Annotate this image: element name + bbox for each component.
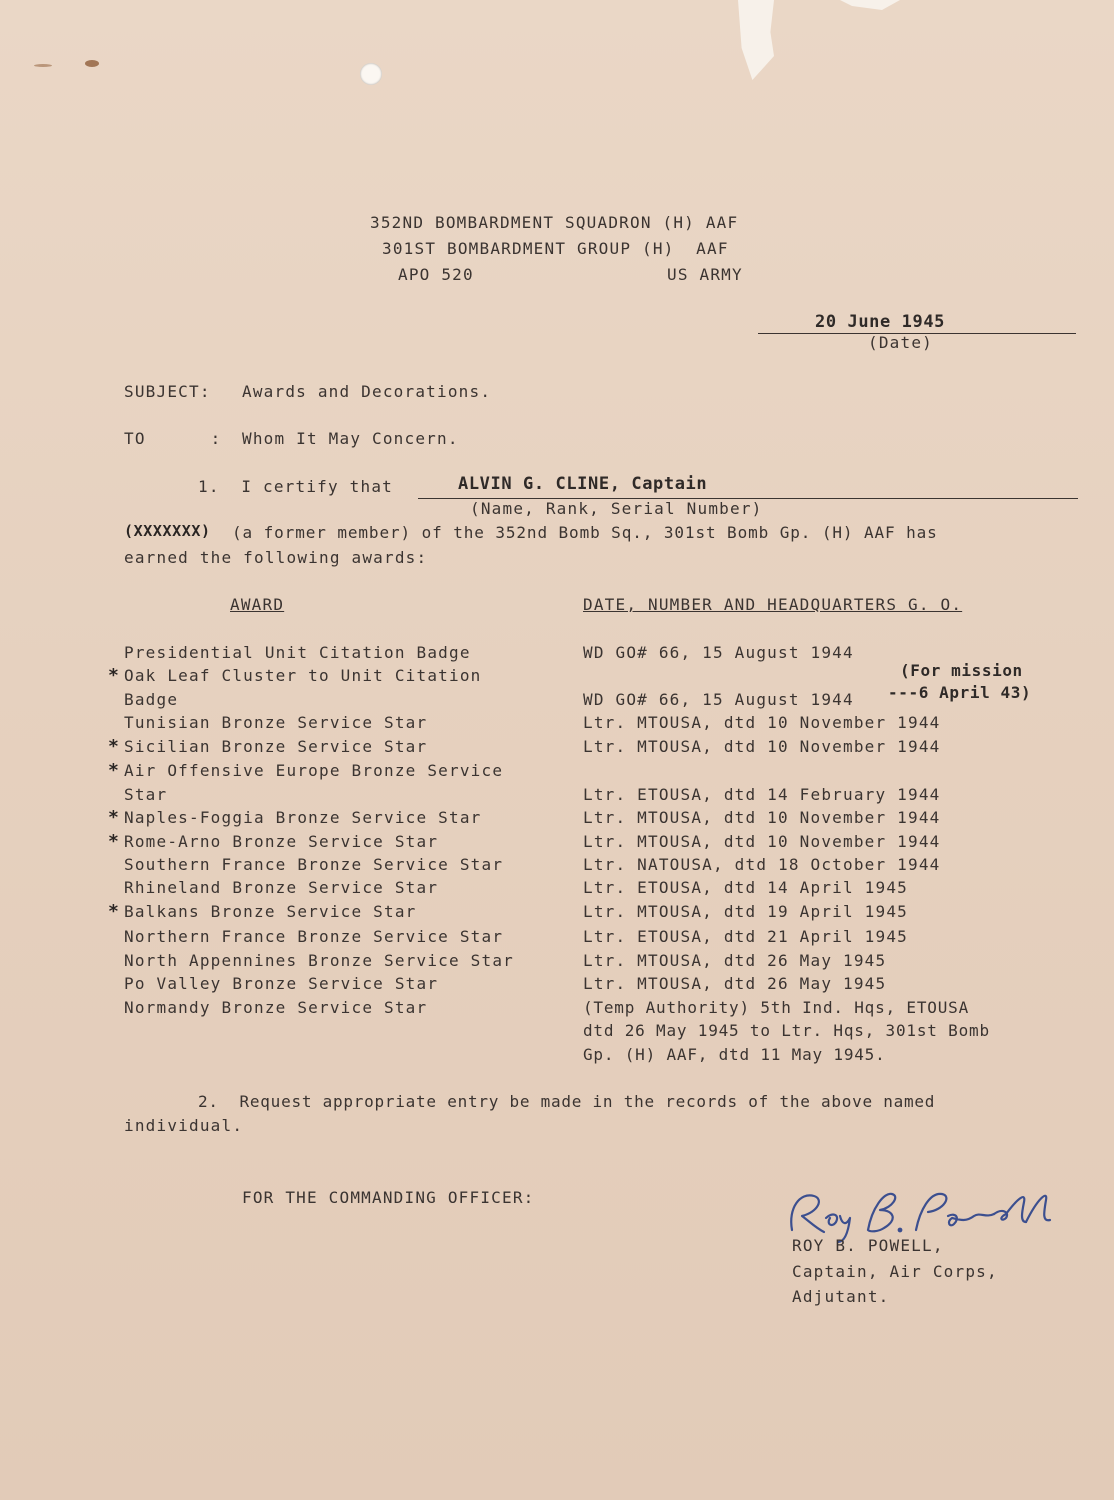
award-line: Normandy Bronze Service Star [124, 998, 428, 1017]
award-line: Air Offensive Europe Bronze Service [124, 761, 504, 780]
award-line: Rhineland Bronze Service Star [124, 878, 439, 897]
award-column-header: AWARD [230, 595, 285, 614]
letterhead-line-2: 301ST BOMBARDMENT GROUP (H) AAF [382, 239, 729, 258]
award-line: Sicilian Bronze Service Star [124, 737, 428, 756]
para1-line-3: earned the following awards: [124, 548, 428, 567]
authority-line: Ltr. MTOUSA, dtd 10 November 1944 [583, 737, 941, 756]
award-line: Tunisian Bronze Service Star [124, 713, 428, 732]
para2-line-1: 2. Request appropriate entry be made in the records of the above named [198, 1092, 936, 1111]
punch-hole [360, 63, 382, 85]
authority-line: Ltr. MTOUSA, dtd 26 May 1945 [583, 974, 887, 993]
date-value: 20 June 1945 [815, 312, 946, 332]
para1-lead: 1. I certify that [198, 477, 393, 496]
authority-line: dtd 26 May 1945 to Ltr. Hqs, 301st Bomb [583, 1021, 990, 1040]
asterisk-mark: * [108, 807, 119, 828]
mission-note-line-1: (For mission [900, 661, 1023, 680]
signer-title: Captain, Air Corps, [792, 1262, 998, 1281]
struck-out-text: (XXXXXXX) [124, 522, 211, 540]
para1-line-2: (a former member) of the 352nd Bomb Sq., 301st Bomb Gp. (H) AAF has [232, 523, 938, 542]
authority-line: Ltr. ETOUSA, dtd 14 April 1945 [583, 878, 908, 897]
authority-line: Ltr. ETOUSA, dtd 21 April 1945 [583, 927, 908, 946]
authority-line: Ltr. MTOUSA, dtd 10 November 1944 [583, 713, 941, 732]
asterisk-mark: * [108, 736, 119, 757]
award-line: Balkans Bronze Service Star [124, 902, 417, 921]
authority-line: Ltr. MTOUSA, dtd 26 May 1945 [583, 951, 887, 970]
award-line: Naples-Foggia Bronze Service Star [124, 808, 482, 827]
signer-role: Adjutant. [792, 1287, 890, 1306]
date-label: (Date) [868, 333, 933, 352]
award-line: Southern France Bronze Service Star [124, 855, 504, 874]
para2-line-2: individual. [124, 1116, 244, 1135]
signer-name: ROY B. POWELL, [792, 1236, 944, 1255]
authority-line: Gp. (H) AAF, dtd 11 May 1945. [583, 1045, 886, 1064]
asterisk-mark: * [108, 901, 119, 922]
subject-label: SUBJECT: [124, 382, 211, 401]
award-line: Northern France Bronze Service Star [124, 927, 504, 946]
closing-line: FOR THE COMMANDING OFFICER: [242, 1188, 535, 1207]
date-column-header: DATE, NUMBER AND HEADQUARTERS G. O. [583, 595, 963, 614]
letterhead-line-3-right: US ARMY [667, 265, 743, 284]
rust-mark [85, 60, 99, 67]
authority-line: Ltr. MTOUSA, dtd 10 November 1944 [583, 832, 941, 851]
letterhead-line-3-left: APO 520 [398, 265, 474, 284]
award-line: Po Valley Bronze Service Star [124, 974, 439, 993]
torn-corner [738, 0, 774, 80]
mission-note-line-2: ---6 April 43) [888, 683, 1032, 702]
award-line: North Appennines Bronze Service Star [124, 951, 514, 970]
to-label: TO : [124, 429, 222, 448]
rust-mark [34, 64, 52, 67]
authority-line: WD GO# 66, 15 August 1944 [583, 690, 854, 709]
to-text: Whom It May Concern. [242, 429, 459, 448]
award-line: Star [124, 785, 168, 804]
top-edge-tear [840, 0, 900, 10]
award-line: Presidential Unit Citation Badge [124, 643, 471, 662]
letterhead-line-1: 352ND BOMBARDMENT SQUADRON (H) AAF [370, 213, 739, 232]
authority-line: Ltr. MTOUSA, dtd 10 November 1944 [583, 808, 941, 827]
recipient-caption: (Name, Rank, Serial Number) [470, 499, 763, 518]
signature-text: Roy B. Powell [780, 1178, 788, 1179]
authority-line: Ltr. ETOUSA, dtd 14 February 1944 [583, 785, 941, 804]
award-line: Oak Leaf Cluster to Unit Citation [124, 666, 482, 685]
asterisk-mark: * [108, 760, 119, 781]
authority-line: WD GO# 66, 15 August 1944 [583, 643, 854, 662]
subject-text: Awards and Decorations. [242, 382, 492, 401]
authority-line: Ltr. MTOUSA, dtd 19 April 1945 [583, 902, 908, 921]
authority-line: (Temp Authority) 5th Ind. Hqs, ETOUSA [583, 998, 970, 1017]
asterisk-mark: * [108, 831, 119, 852]
asterisk-mark: * [108, 665, 119, 686]
authority-line: Ltr. NATOUSA, dtd 18 October 1944 [583, 855, 941, 874]
recipient-name: ALVIN G. CLINE, Captain [458, 474, 708, 494]
award-line: Badge [124, 690, 179, 709]
award-line: Rome-Arno Bronze Service Star [124, 832, 439, 851]
